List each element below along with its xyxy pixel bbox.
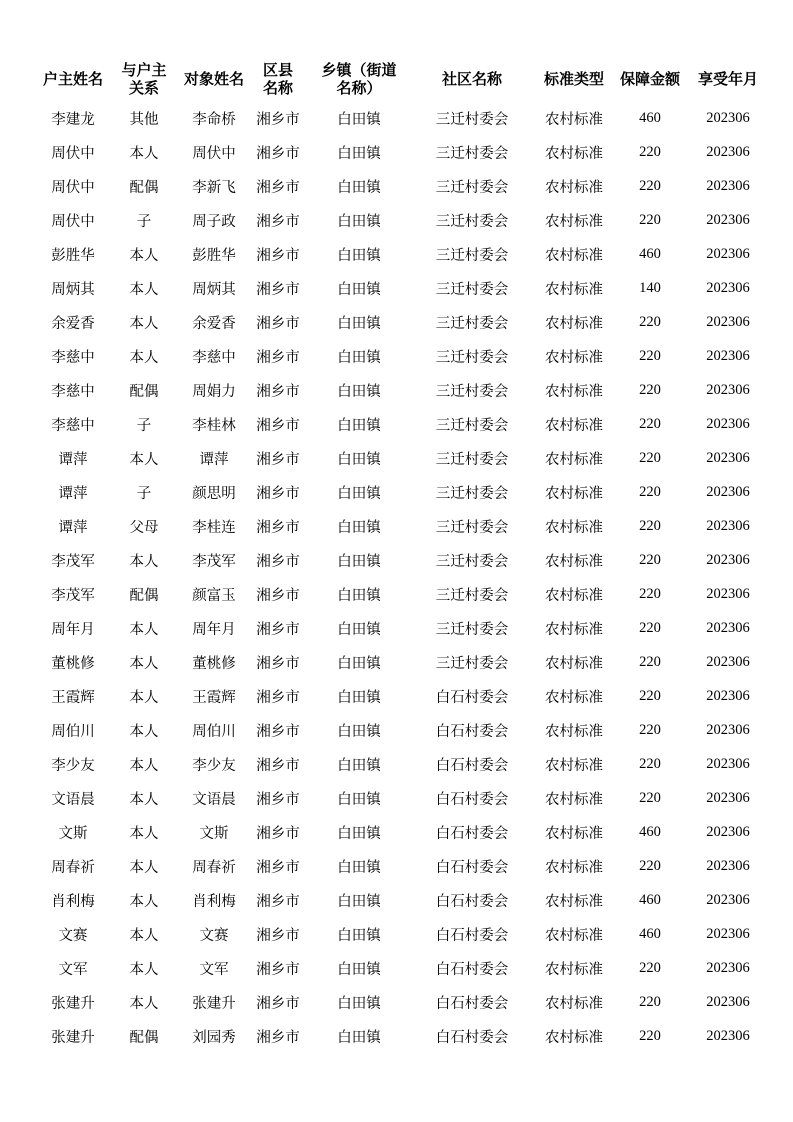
cell-month: 202306 [706, 313, 750, 330]
cell-object-name: 颜思明 [192, 485, 236, 502]
table-row [38, 985, 770, 1019]
cell-head-name: 文斯 [58, 825, 88, 842]
cell-community: 白石村委会 [435, 1029, 509, 1046]
cell-object-name: 文语晨 [192, 791, 236, 808]
cell-town: 白田镇 [337, 621, 381, 638]
cell-object-name: 刘园秀 [192, 1029, 236, 1046]
cell-month: 202306 [706, 721, 750, 738]
roster-body [38, 101, 770, 1053]
cell-head-name: 周年月 [51, 621, 95, 638]
cell-town: 白田镇 [337, 961, 381, 978]
cell-relation: 其他 [129, 111, 159, 128]
cell-amount: 220 [639, 381, 661, 398]
cell-town: 白田镇 [337, 723, 381, 740]
cell-town: 白田镇 [337, 757, 381, 774]
cell-town: 白田镇 [337, 1029, 381, 1046]
cell-amount: 220 [639, 211, 661, 228]
cell-community: 白石村委会 [435, 689, 509, 706]
cell-standard-type: 农村标准 [545, 519, 603, 536]
table-row [38, 611, 770, 645]
table-row [38, 645, 770, 679]
cell-head-name: 李少友 [51, 757, 95, 774]
cell-object-name: 肖利梅 [192, 893, 236, 910]
header-standard-type: 标准类型 [543, 70, 604, 88]
cell-community: 三迁村委会 [435, 655, 509, 672]
cell-town: 白田镇 [337, 655, 381, 672]
cell-month: 202306 [706, 959, 750, 976]
table-row [38, 135, 770, 169]
cell-standard-type: 农村标准 [545, 417, 603, 434]
cell-standard-type: 农村标准 [545, 451, 603, 468]
cell-district: 湘乡市 [256, 723, 300, 740]
cell-head-name: 李茂军 [51, 553, 95, 570]
subsidy-roster-table [38, 57, 770, 1053]
cell-object-name: 文赛 [199, 927, 229, 944]
cell-relation: 本人 [129, 961, 159, 978]
cell-relation: 本人 [129, 655, 159, 672]
cell-head-name: 彭胜华 [51, 247, 95, 264]
table-row [38, 543, 770, 577]
cell-standard-type: 农村标准 [545, 281, 603, 298]
cell-object-name: 周炳其 [192, 281, 236, 298]
cell-month: 202306 [706, 177, 750, 194]
table-row [38, 577, 770, 611]
table-row [38, 849, 770, 883]
table-row [38, 441, 770, 475]
cell-head-name: 李慈中 [51, 349, 95, 366]
cell-object-name: 颜富玉 [192, 587, 236, 604]
cell-town: 白田镇 [337, 553, 381, 570]
cell-head-name: 肖利梅 [51, 893, 95, 910]
cell-district: 湘乡市 [256, 825, 300, 842]
cell-month: 202306 [706, 755, 750, 772]
cell-community: 白石村委会 [435, 859, 509, 876]
cell-object-name: 周伏中 [192, 145, 236, 162]
cell-amount: 140 [639, 279, 661, 296]
cell-amount: 220 [639, 143, 661, 160]
table-row [38, 101, 770, 135]
cell-community: 白石村委会 [435, 961, 509, 978]
cell-head-name: 文军 [58, 961, 88, 978]
cell-town: 白田镇 [337, 383, 381, 400]
cell-community: 三迁村委会 [435, 349, 509, 366]
cell-district: 湘乡市 [256, 145, 300, 162]
cell-object-name: 周年月 [192, 621, 236, 638]
cell-object-name: 周子政 [192, 213, 236, 230]
cell-object-name: 董桃修 [192, 655, 236, 672]
cell-standard-type: 农村标准 [545, 1029, 603, 1046]
cell-amount: 220 [639, 721, 661, 738]
cell-relation: 本人 [129, 621, 159, 638]
cell-town: 白田镇 [337, 247, 381, 264]
header-head-name: 户主姓名 [42, 70, 103, 88]
cell-standard-type: 农村标准 [545, 825, 603, 842]
cell-head-name: 张建升 [51, 1029, 95, 1046]
table-row [38, 679, 770, 713]
cell-standard-type: 农村标准 [545, 859, 603, 876]
cell-amount: 460 [639, 245, 661, 262]
cell-relation: 本人 [129, 893, 159, 910]
cell-community: 三迁村委会 [435, 519, 509, 536]
cell-relation: 本人 [129, 927, 159, 944]
cell-head-name: 张建升 [51, 995, 95, 1012]
cell-object-name: 周伯川 [192, 723, 236, 740]
header-district-line2: 名称 [262, 79, 293, 97]
cell-head-name: 李茂军 [51, 587, 95, 604]
cell-relation: 子 [136, 417, 152, 434]
cell-object-name: 李桂连 [192, 519, 236, 536]
cell-head-name: 谭萍 [58, 485, 88, 502]
cell-community: 三迁村委会 [435, 247, 509, 264]
cell-standard-type: 农村标准 [545, 349, 603, 366]
cell-district: 湘乡市 [256, 213, 300, 230]
table-row [38, 815, 770, 849]
cell-head-name: 周春祈 [51, 859, 95, 876]
cell-relation: 子 [136, 485, 152, 502]
cell-month: 202306 [706, 211, 750, 228]
cell-head-name: 文语晨 [51, 791, 95, 808]
header-community: 社区名称 [441, 70, 502, 88]
table-row [38, 203, 770, 237]
cell-district: 湘乡市 [256, 995, 300, 1012]
cell-month: 202306 [706, 619, 750, 636]
cell-town: 白田镇 [337, 995, 381, 1012]
cell-relation: 本人 [129, 757, 159, 774]
cell-amount: 220 [639, 857, 661, 874]
cell-district: 湘乡市 [256, 893, 300, 910]
cell-amount: 220 [639, 313, 661, 330]
table-row [38, 305, 770, 339]
cell-month: 202306 [706, 823, 750, 840]
cell-community: 三迁村委会 [435, 281, 509, 298]
cell-district: 湘乡市 [256, 621, 300, 638]
cell-head-name: 余爱香 [51, 315, 95, 332]
cell-community: 白石村委会 [435, 757, 509, 774]
cell-district: 湘乡市 [256, 179, 300, 196]
cell-community: 白石村委会 [435, 825, 509, 842]
cell-town: 白田镇 [337, 485, 381, 502]
cell-district: 湘乡市 [256, 281, 300, 298]
table-row [38, 781, 770, 815]
cell-standard-type: 农村标准 [545, 961, 603, 978]
cell-town: 白田镇 [337, 587, 381, 604]
cell-amount: 460 [639, 925, 661, 942]
cell-month: 202306 [706, 449, 750, 466]
cell-community: 白石村委会 [435, 893, 509, 910]
cell-town: 白田镇 [337, 145, 381, 162]
cell-object-name: 李少友 [192, 757, 236, 774]
table-row [38, 169, 770, 203]
cell-standard-type: 农村标准 [545, 111, 603, 128]
cell-district: 湘乡市 [256, 587, 300, 604]
cell-head-name: 李建龙 [51, 111, 95, 128]
cell-object-name: 余爱香 [192, 315, 236, 332]
cell-head-name: 周伏中 [51, 179, 95, 196]
table-row [38, 509, 770, 543]
header-relation-line1: 与户主 [121, 61, 167, 79]
header-month: 享受年月 [697, 70, 758, 88]
cell-object-name: 王霞辉 [192, 689, 236, 706]
cell-standard-type: 农村标准 [545, 893, 603, 910]
header-town-line2: 名称） [336, 79, 382, 97]
header-row [38, 57, 770, 101]
cell-standard-type: 农村标准 [545, 757, 603, 774]
cell-community: 三迁村委会 [435, 587, 509, 604]
cell-district: 湘乡市 [256, 655, 300, 672]
cell-head-name: 李慈中 [51, 383, 95, 400]
cell-relation: 本人 [129, 791, 159, 808]
cell-object-name: 李新飞 [192, 179, 236, 196]
cell-standard-type: 农村标准 [545, 995, 603, 1012]
cell-amount: 460 [639, 823, 661, 840]
cell-standard-type: 农村标准 [545, 723, 603, 740]
cell-community: 三迁村委会 [435, 179, 509, 196]
cell-town: 白田镇 [337, 893, 381, 910]
cell-district: 湘乡市 [256, 1029, 300, 1046]
cell-amount: 460 [639, 891, 661, 908]
header-district-line1: 区县 [262, 61, 293, 79]
cell-object-name: 彭胜华 [192, 247, 236, 264]
cell-district: 湘乡市 [256, 349, 300, 366]
cell-community: 三迁村委会 [435, 451, 509, 468]
cell-community: 三迁村委会 [435, 553, 509, 570]
cell-amount: 220 [639, 415, 661, 432]
cell-town: 白田镇 [337, 213, 381, 230]
cell-district: 湘乡市 [256, 111, 300, 128]
cell-standard-type: 农村标准 [545, 179, 603, 196]
cell-district: 湘乡市 [256, 247, 300, 264]
cell-amount: 220 [639, 347, 661, 364]
cell-month: 202306 [706, 143, 750, 160]
cell-town: 白田镇 [337, 417, 381, 434]
cell-object-name: 李茂军 [192, 553, 236, 570]
cell-amount: 220 [639, 619, 661, 636]
cell-district: 湘乡市 [256, 451, 300, 468]
header-district [248, 57, 308, 101]
cell-relation: 配偶 [129, 1029, 159, 1046]
cell-district: 湘乡市 [256, 519, 300, 536]
cell-amount: 220 [639, 177, 661, 194]
cell-head-name: 周炳其 [51, 281, 95, 298]
header-object-name: 对象姓名 [183, 70, 244, 88]
cell-amount: 220 [639, 755, 661, 772]
cell-district: 湘乡市 [256, 927, 300, 944]
cell-head-name: 王霞辉 [51, 689, 95, 706]
cell-month: 202306 [706, 687, 750, 704]
cell-head-name: 谭萍 [58, 451, 88, 468]
cell-relation: 父母 [129, 519, 159, 536]
cell-object-name: 张建升 [192, 995, 236, 1012]
cell-object-name: 周娟力 [192, 383, 236, 400]
cell-district: 湘乡市 [256, 383, 300, 400]
cell-object-name: 周春祈 [192, 859, 236, 876]
table-row [38, 271, 770, 305]
cell-town: 白田镇 [337, 111, 381, 128]
cell-relation: 配偶 [129, 179, 159, 196]
header-amount: 保障金额 [619, 70, 680, 88]
cell-month: 202306 [706, 857, 750, 874]
cell-month: 202306 [706, 891, 750, 908]
cell-amount: 220 [639, 653, 661, 670]
cell-town: 白田镇 [337, 179, 381, 196]
cell-town: 白田镇 [337, 825, 381, 842]
cell-relation: 本人 [129, 451, 159, 468]
cell-town: 白田镇 [337, 349, 381, 366]
cell-relation: 本人 [129, 553, 159, 570]
cell-district: 湘乡市 [256, 485, 300, 502]
cell-district: 湘乡市 [256, 961, 300, 978]
cell-month: 202306 [706, 517, 750, 534]
cell-relation: 本人 [129, 995, 159, 1012]
cell-standard-type: 农村标准 [545, 247, 603, 264]
cell-relation: 配偶 [129, 383, 159, 400]
cell-month: 202306 [706, 585, 750, 602]
cell-month: 202306 [706, 925, 750, 942]
cell-amount: 220 [639, 585, 661, 602]
cell-standard-type: 农村标准 [545, 927, 603, 944]
cell-amount: 220 [639, 449, 661, 466]
header-relation-line2: 关系 [128, 79, 159, 97]
cell-district: 湘乡市 [256, 315, 300, 332]
cell-amount: 220 [639, 483, 661, 500]
cell-standard-type: 农村标准 [545, 213, 603, 230]
cell-community: 三迁村委会 [435, 213, 509, 230]
cell-object-name: 李命桥 [192, 111, 236, 128]
cell-month: 202306 [706, 279, 750, 296]
cell-standard-type: 农村标准 [545, 655, 603, 672]
cell-community: 三迁村委会 [435, 621, 509, 638]
cell-standard-type: 农村标准 [545, 689, 603, 706]
table-row [38, 951, 770, 985]
cell-amount: 220 [639, 687, 661, 704]
cell-month: 202306 [706, 347, 750, 364]
cell-standard-type: 农村标准 [545, 553, 603, 570]
cell-standard-type: 农村标准 [545, 383, 603, 400]
table-row [38, 747, 770, 781]
cell-town: 白田镇 [337, 519, 381, 536]
cell-standard-type: 农村标准 [545, 791, 603, 808]
cell-community: 白石村委会 [435, 995, 509, 1012]
cell-head-name: 李慈中 [51, 417, 95, 434]
cell-relation: 本人 [129, 315, 159, 332]
cell-object-name: 文斯 [199, 825, 229, 842]
cell-month: 202306 [706, 653, 750, 670]
table-row [38, 407, 770, 441]
cell-amount: 460 [639, 109, 661, 126]
table-row [38, 713, 770, 747]
cell-district: 湘乡市 [256, 553, 300, 570]
header-relation [108, 57, 180, 101]
cell-object-name: 李慈中 [192, 349, 236, 366]
cell-month: 202306 [706, 415, 750, 432]
cell-amount: 220 [639, 789, 661, 806]
cell-town: 白田镇 [337, 281, 381, 298]
cell-object-name: 李桂林 [192, 417, 236, 434]
cell-amount: 220 [639, 959, 661, 976]
cell-relation: 子 [136, 213, 152, 230]
cell-relation: 本人 [129, 825, 159, 842]
cell-community: 三迁村委会 [435, 315, 509, 332]
cell-town: 白田镇 [337, 791, 381, 808]
cell-month: 202306 [706, 483, 750, 500]
cell-community: 三迁村委会 [435, 417, 509, 434]
table-row [38, 475, 770, 509]
header-town [308, 57, 410, 101]
cell-head-name: 谭萍 [58, 519, 88, 536]
cell-month: 202306 [706, 109, 750, 126]
table-row [38, 237, 770, 271]
cell-standard-type: 农村标准 [545, 485, 603, 502]
cell-district: 湘乡市 [256, 757, 300, 774]
cell-month: 202306 [706, 993, 750, 1010]
cell-relation: 本人 [129, 281, 159, 298]
cell-town: 白田镇 [337, 859, 381, 876]
table-row [38, 373, 770, 407]
table-row [38, 1019, 770, 1053]
cell-relation: 本人 [129, 689, 159, 706]
cell-object-name: 文军 [199, 961, 229, 978]
cell-relation: 本人 [129, 145, 159, 162]
cell-community: 白石村委会 [435, 791, 509, 808]
cell-relation: 本人 [129, 349, 159, 366]
cell-community: 白石村委会 [435, 723, 509, 740]
cell-month: 202306 [706, 789, 750, 806]
cell-relation: 配偶 [129, 587, 159, 604]
cell-standard-type: 农村标准 [545, 621, 603, 638]
cell-town: 白田镇 [337, 315, 381, 332]
cell-community: 白石村委会 [435, 927, 509, 944]
cell-district: 湘乡市 [256, 689, 300, 706]
cell-amount: 220 [639, 993, 661, 1010]
header-town-line1: 乡镇（街道 [321, 61, 397, 79]
cell-amount: 220 [639, 551, 661, 568]
cell-head-name: 周伏中 [51, 145, 95, 162]
cell-district: 湘乡市 [256, 859, 300, 876]
cell-relation: 本人 [129, 247, 159, 264]
cell-town: 白田镇 [337, 689, 381, 706]
cell-head-name: 周伏中 [51, 213, 95, 230]
cell-standard-type: 农村标准 [545, 315, 603, 332]
cell-head-name: 董桃修 [51, 655, 95, 672]
cell-district: 湘乡市 [256, 417, 300, 434]
cell-month: 202306 [706, 1027, 750, 1044]
cell-head-name: 文赛 [58, 927, 88, 944]
cell-community: 三迁村委会 [435, 383, 509, 400]
table-row [38, 339, 770, 373]
cell-month: 202306 [706, 381, 750, 398]
cell-month: 202306 [706, 245, 750, 262]
cell-object-name: 谭萍 [199, 451, 229, 468]
cell-town: 白田镇 [337, 927, 381, 944]
cell-relation: 本人 [129, 859, 159, 876]
cell-amount: 220 [639, 1027, 661, 1044]
cell-community: 三迁村委会 [435, 145, 509, 162]
cell-standard-type: 农村标准 [545, 587, 603, 604]
table-row [38, 917, 770, 951]
cell-amount: 220 [639, 517, 661, 534]
table-row [38, 883, 770, 917]
cell-relation: 本人 [129, 723, 159, 740]
cell-month: 202306 [706, 551, 750, 568]
cell-standard-type: 农村标准 [545, 145, 603, 162]
cell-community: 三迁村委会 [435, 485, 509, 502]
cell-town: 白田镇 [337, 451, 381, 468]
cell-community: 三迁村委会 [435, 111, 509, 128]
cell-district: 湘乡市 [256, 791, 300, 808]
cell-head-name: 周伯川 [51, 723, 95, 740]
